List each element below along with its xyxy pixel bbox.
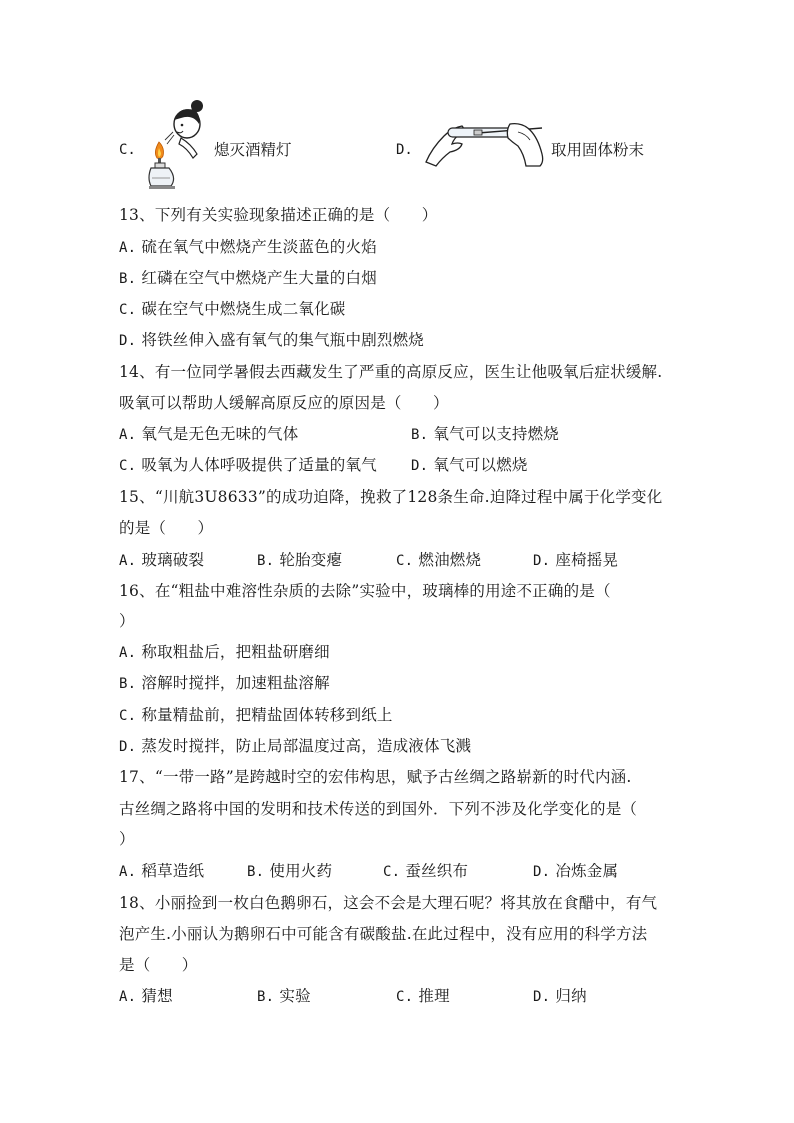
option-c-text: 熄灭酒精灯	[214, 141, 292, 159]
q15-option-d: D. 座椅摇晃	[533, 551, 619, 569]
q16-option-c: C. 称量精盐前，把精盐固体转移到纸上	[119, 706, 393, 724]
q16-option-b: B. 溶解时搅拌，加速粗盐溶解	[119, 674, 330, 692]
option-c-label: C.	[119, 142, 136, 158]
q15-option-a: A. 玻璃破裂	[119, 551, 205, 569]
q17-option-b: B. 使用火药	[247, 862, 333, 880]
q14-option-a: A. 氧气是无色无味的气体	[119, 425, 299, 443]
q18-stem-line3: 是（ ）	[119, 956, 198, 974]
option-d-text: 取用固体粉末	[551, 141, 645, 159]
q16-stem-line2: ）	[119, 612, 135, 630]
q18-stem-line2: 泡产生.小丽认为鹅卵石中可能含有碳酸盐.在此过程中，没有应用的科学方法	[119, 925, 648, 943]
q18-option-d: D. 归纳	[533, 987, 587, 1005]
q16-stem-line1: 16、在“粗盐中难溶性杂质的去除”实验中，玻璃棒的用途不正确的是（	[119, 582, 611, 600]
q17-stem-line2: 古丝绸之路将中国的发明和技术传送的到国外．下列不涉及化学变化的是（	[119, 800, 638, 818]
q18-stem-line1: 18、小丽捡到一枚白色鹅卵石，这会不会是大理石呢？将其放在食醋中，有气	[119, 894, 658, 912]
q18-option-c: C. 推理	[396, 987, 450, 1005]
q17-option-d: D. 冶炼金属	[533, 862, 619, 880]
q13-option-d: D. 将铁丝伸入盛有氧气的集气瓶中剧烈燃烧	[119, 331, 425, 349]
q14-option-c: C. 吸氧为人体呼吸提供了适量的氧气	[119, 456, 377, 474]
q17-stem-line3: ）	[119, 830, 135, 848]
q15-option-b: B. 轮胎变瘪	[257, 551, 343, 569]
q13-option-a: A. 硫在氧气中燃烧产生淡蓝色的火焰	[119, 238, 377, 256]
q17-option-a: A. 稻草造纸	[119, 862, 205, 880]
q17-stem-line1: 17、“一带一路”是跨越时空的宏伟构思，赋予古丝绸之路崭新的时代内涵.	[119, 768, 632, 786]
q14-option-b: B. 氧气可以支持燃烧	[411, 425, 560, 443]
q14-option-d: D. 氧气可以燃烧	[411, 456, 528, 474]
q13-stem: 13、下列有关实验现象描述正确的是（ ）	[119, 206, 438, 224]
q16-option-a: A. 称取粗盐后，把粗盐研磨细	[119, 643, 330, 661]
q14-stem-line1: 14、有一位同学暑假去西藏发生了严重的高原反应，医生让他吸氧后症状缓解.	[119, 363, 663, 381]
q14-stem-line2: 吸氧可以帮助人缓解高原反应的原因是（ ）	[119, 394, 449, 412]
powder-test-tube-illustration-icon	[422, 118, 550, 168]
option-d-label: D.	[396, 142, 413, 158]
q13-option-b: B. 红磷在空气中燃烧产生大量的白烟	[119, 269, 377, 287]
q17-option-c: C. 蚕丝织布	[383, 862, 469, 880]
q15-option-c: C. 燃油燃烧	[396, 551, 482, 569]
q15-stem-line2: 的是（ ）	[119, 519, 214, 537]
extinguish-alcohol-lamp-illustration-icon	[147, 98, 213, 194]
q13-option-c: C. 碳在空气中燃烧生成二氧化碳	[119, 300, 346, 318]
q18-option-b: B. 实验	[257, 987, 311, 1005]
q15-stem-line1: 15、“川航3U8633”的成功迫降，挽救了128条生命.迫降过程中属于化学变化	[119, 488, 663, 506]
q18-option-a: A. 猜想	[119, 987, 173, 1005]
q16-option-d: D. 蒸发时搅拌，防止局部温度过高，造成液体飞溅	[119, 737, 472, 755]
